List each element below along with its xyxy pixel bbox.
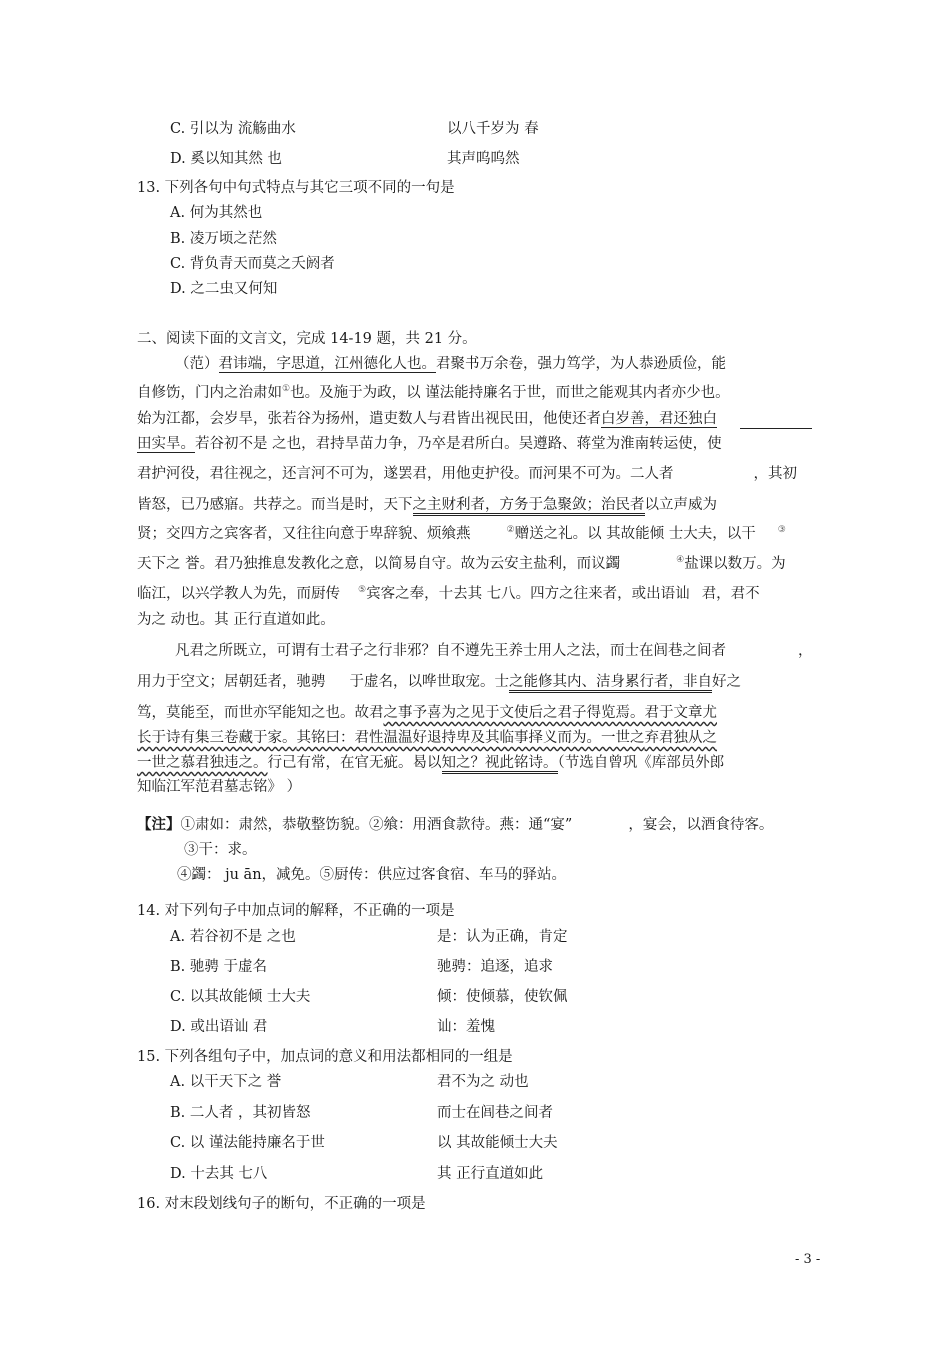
q13-option-a: A. 何为其然也 [170, 205, 263, 221]
q14-option-a-right: 是：认为正确，肯定 [437, 929, 568, 945]
q13-stem: 13. 下列各句中句式特点与其它三项不同的一句是 [137, 180, 455, 196]
passage-line-14: 长于诗有集三卷藏于家。其铭曰：君性温温好退持卑及其临事择义而为。一世之弃君独从之 [137, 730, 717, 746]
passage-line-1: （范）君讳端，字思道，江州德化人也。君聚书万余卷，强力笃学，为人恭逊质俭，能 [175, 356, 726, 372]
q15-option-a: A. 以干天下之 誉 [170, 1074, 282, 1090]
q14-option-a: A. 若谷初不是 之也 [170, 929, 296, 945]
passage-line-12: 用力于空文；居朝廷者，驰骋 于虚名，以哗世取宠。士之能修其内、洁身累行者，非自好之 [137, 672, 741, 692]
q12-option-c: C. 引以为 流觞曲水 [170, 121, 296, 137]
q12-option-c-right: 以八千岁为 春 [447, 121, 539, 137]
q15-option-b: B. 二人者 ，其初皆怒 [170, 1105, 311, 1121]
passage-line-10: 为之 动也。其 正行直道如此。 [137, 612, 335, 628]
q14-option-c-right: 倾：使倾慕，使钦佩 [437, 989, 568, 1005]
passage-line-4: 田实旱。若谷初不是 之也，君持旱苗力争，乃卒是君所白。吴遵路、蒋堂为淮南转运使，使 [137, 436, 722, 452]
q14-option-d: D. 或出语讪 君 [170, 1019, 268, 1035]
q12-option-d: D. 奚以知其然 也 [170, 151, 282, 167]
q16-stem: 16. 对末段划线句子的断句，不正确的一项是 [137, 1196, 426, 1212]
section-heading: 二、阅读下面的文言文，完成 14-19 题，共 21 分。 [137, 331, 477, 347]
passage-line-6: 皆怒，已乃感寤。共荐之。而当是时，天下之主财利者，方务于急聚敛；治民者以立声威为 [137, 495, 717, 515]
page-number: - 3 - [795, 1252, 821, 1267]
q15-option-d: D. 十去其 七八 [170, 1166, 268, 1182]
passage-line-7: 贤；交四方之宾客者，又往往向意于卑辞貌、烦飨燕 ②赠送之礼。以 其故能倾 士大夫，以干 ③ [137, 525, 786, 542]
q14-stem: 14. 对下列句子中加点词的解释，不正确的一项是 [137, 903, 455, 919]
passage-line-2: 自修饬，门内之治肃如①也。及施于为政，以 谨法能持廉名于世，而世之能观其内者亦少也。 [137, 384, 730, 401]
notes-line-1: 【注】①肃如：肃然，恭敬整饬貌。②飨：用酒食款待。燕：通“宴” ，宴会，以酒食待客。 [137, 816, 774, 833]
q14-option-b-right: 驰骋：追逐，追求 [437, 959, 553, 975]
notes-line-3: ④蠲： ju ān，减免。⑤厨传：供应过客食宿、车马的驿站。 [177, 867, 567, 883]
q15-option-c-right: 以 其故能倾士大夫 [437, 1135, 558, 1151]
q13-option-b: B. 凌万顷之茫然 [170, 231, 277, 247]
q14-option-c: C. 以其故能倾 士大夫 [170, 989, 311, 1005]
passage-line-16: 知临江军范君墓志铭》 ） [137, 779, 302, 795]
passage-line-3: 始为江都，会岁旱，张若谷为扬州，遣吏数人与君皆出视民田，他使还者白岁善，君还独白 [137, 411, 717, 427]
q15-stem: 15. 下列各组句子中，加点词的意义和用法都相同的一组是 [137, 1049, 513, 1065]
passage-line-5: 君护河役，君往视之，还言河不可为，遂罢君，用他吏护役。而河果不可为。二人者 ，其初 [137, 466, 797, 482]
q13-option-c: C. 背负青天而莫之夭阏者 [170, 256, 335, 272]
q13-option-d: D. 之二虫又何知 [170, 281, 278, 297]
passage-line-11: 凡君之所既立，可谓有士君子之行非邪？自不遵先王养士用人之法，而士在闾巷之间者 ， [175, 643, 813, 659]
passage-line-9: 临江，以兴学教人为先，而厨传 ⑤宾客之奉，十去其 七八。四方之往来者，或出语讪 君，君不 [137, 585, 760, 602]
q15-option-a-right: 君不为之 动也 [437, 1074, 529, 1090]
q14-option-b: B. 驰骋 于虚名 [170, 959, 267, 975]
notes-line-2: ③干：求。 [184, 842, 257, 858]
q12-option-d-right: 其声呜呜然 [447, 151, 520, 167]
passage-line-13: 笃，莫能至，而世亦罕能知之也。故君之事予喜为之见于文使后之君子得览焉。君于文章尤 [137, 705, 717, 721]
q15-option-d-right: 其 正行直道如此 [437, 1166, 544, 1182]
passage-line-15: 一世之慕君独违之。行己有常，在官无疵。曷以知之？视此铭诗。（节选自曾巩《库部员外郎 [137, 753, 772, 773]
q15-option-b-right: 而士在闾巷之间者 [437, 1105, 553, 1121]
q15-option-c: C. 以 谨法能持廉名于世 [170, 1135, 325, 1151]
underline-extension [740, 428, 812, 429]
passage-line-8: 天下之 誉。君乃独推息发教化之意，以简易自守。故为云安主盐利，而议蠲 ④盐课以数万。为 [137, 555, 786, 572]
q14-option-d-right: 讪：羞愧 [437, 1019, 495, 1035]
